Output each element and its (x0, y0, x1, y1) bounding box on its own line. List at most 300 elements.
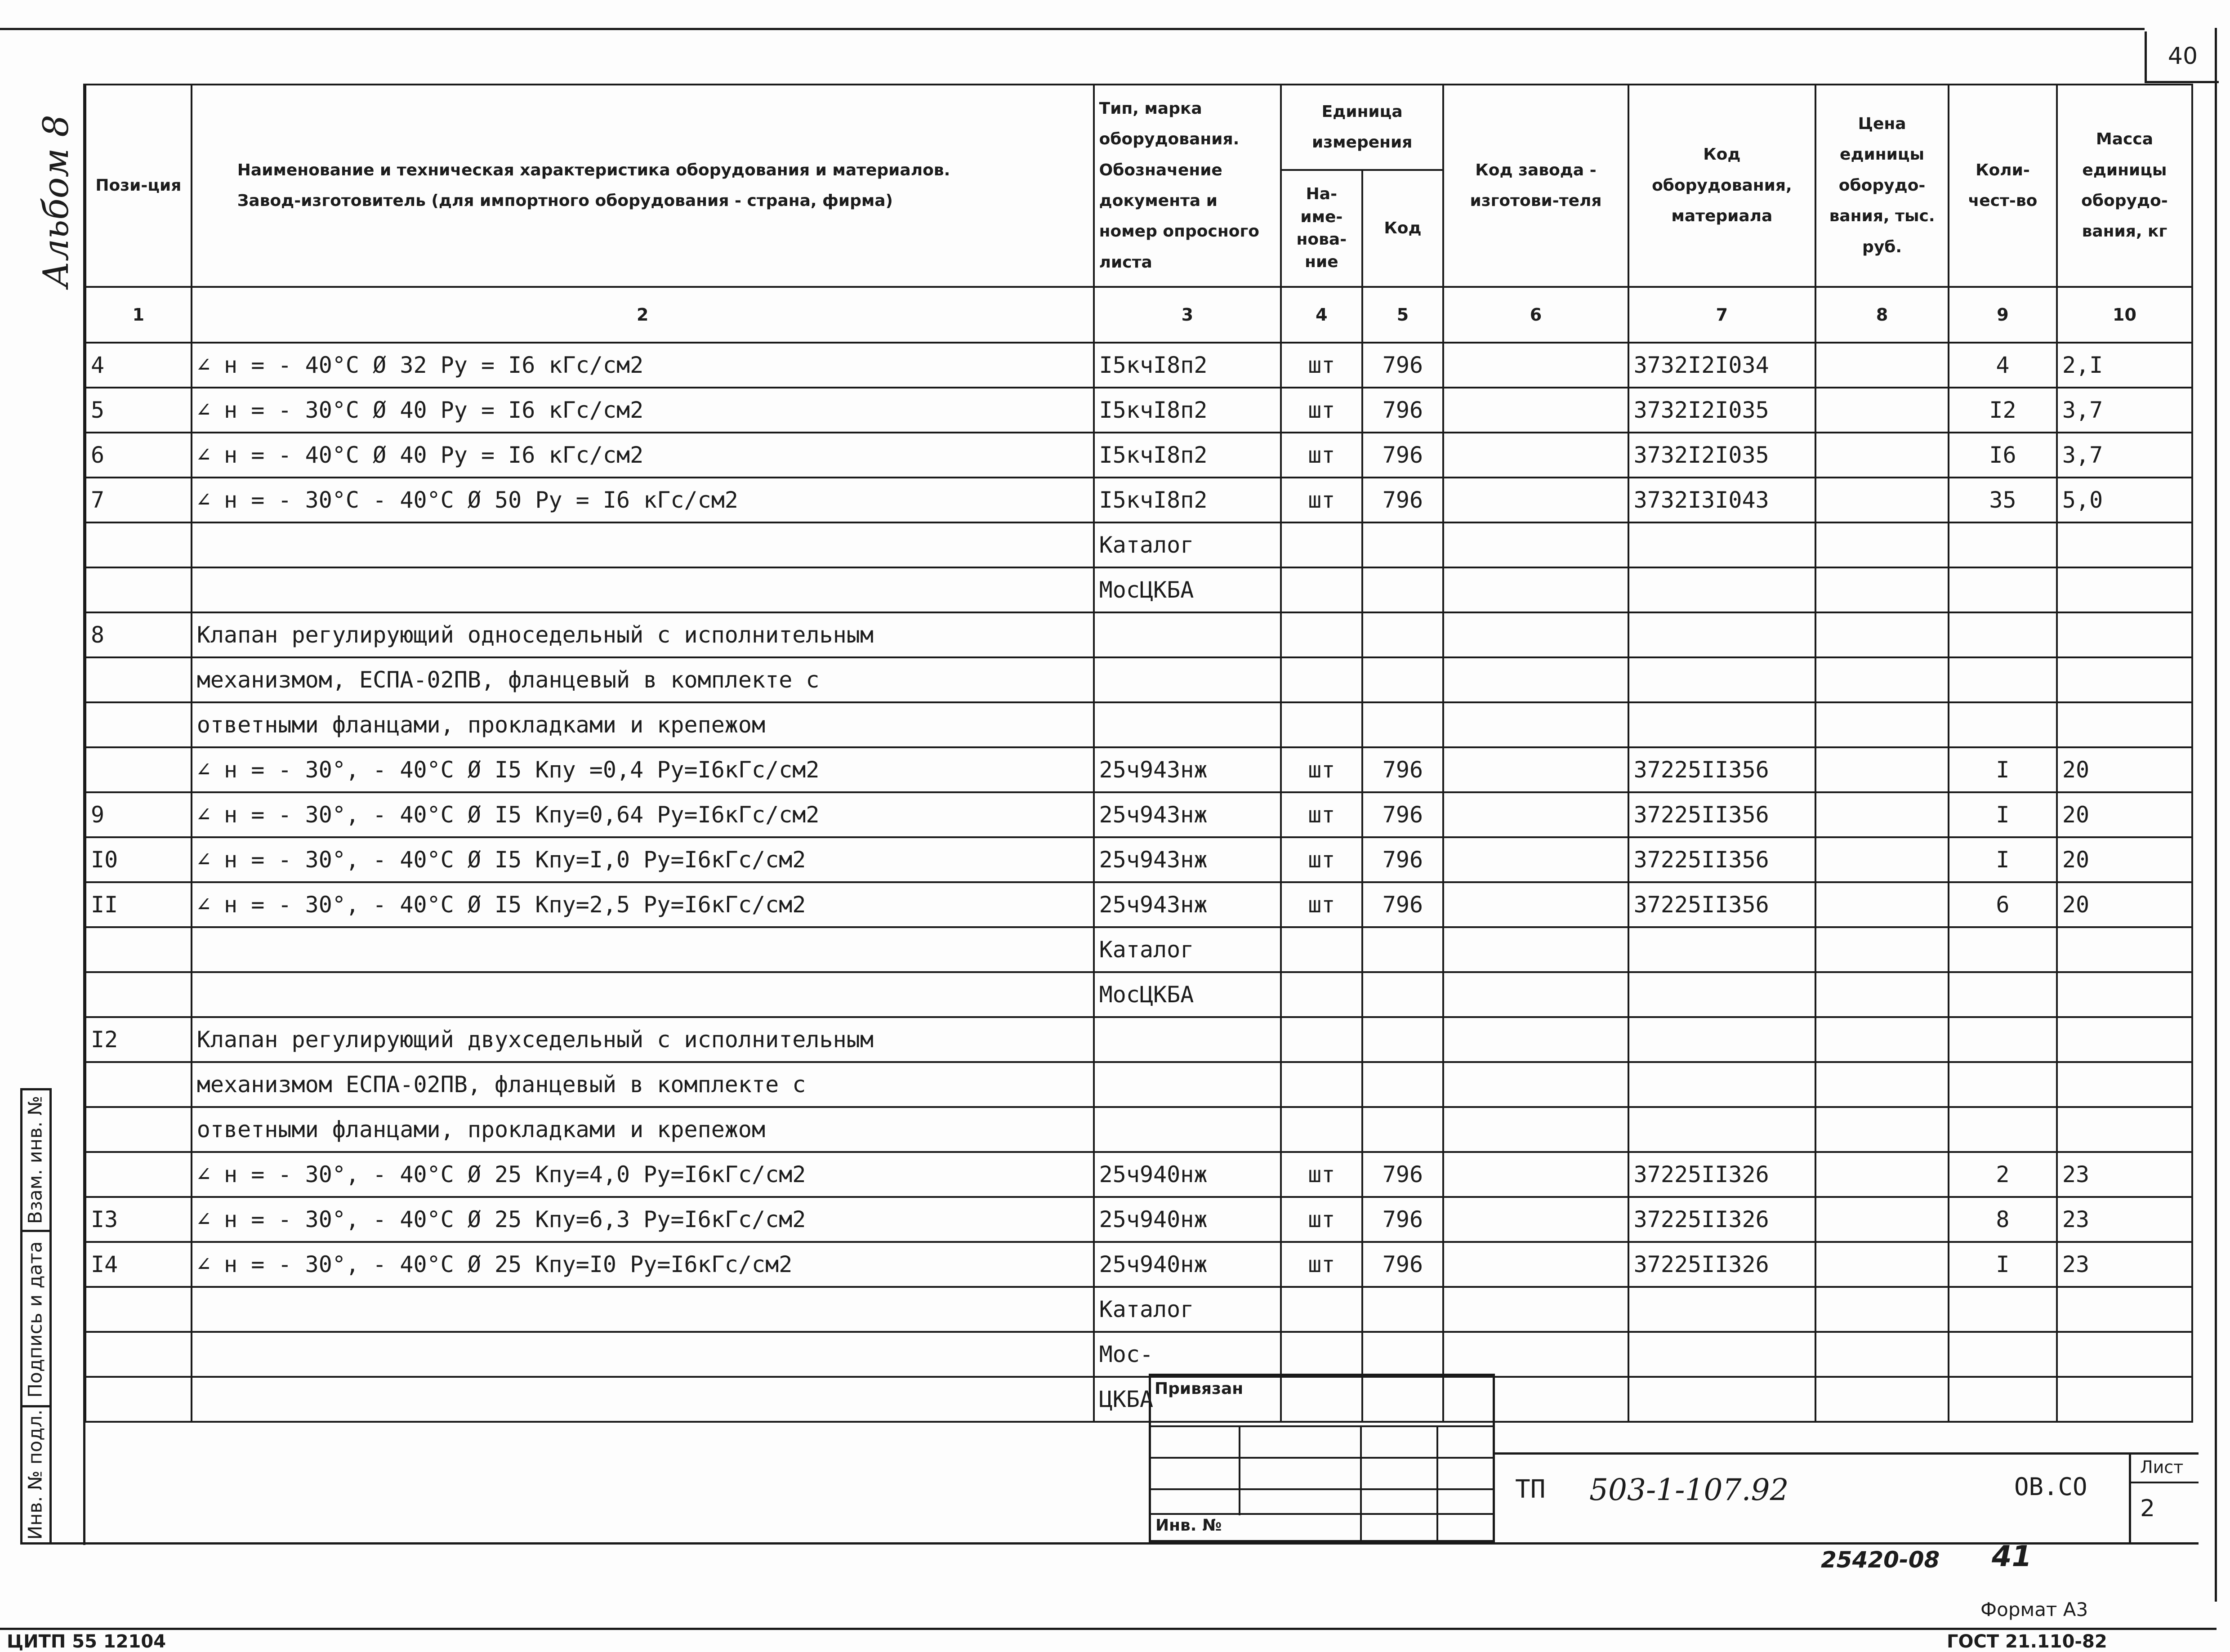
doc-number: 25420-08 (1821, 1547, 1940, 1573)
stamp-line (1151, 1457, 1493, 1459)
cell-price (1815, 792, 1949, 837)
cell-code (1362, 1062, 1444, 1107)
cell-qty: I (1949, 837, 2057, 882)
cell-price (1815, 972, 1949, 1017)
specification-table (85, 84, 2193, 1423)
side-box-mid (49, 1088, 52, 1545)
table-row (85, 1332, 2192, 1377)
cell-qty (1949, 1287, 2057, 1332)
org-code: ЦИТП 55 12104 (7, 1631, 166, 1652)
cell-unit: шт (1281, 747, 1362, 792)
stamp-vline (1239, 1425, 1240, 1515)
cell-factory (1443, 612, 1628, 657)
table-body (85, 343, 2192, 1422)
stamp-vline (1436, 1425, 1438, 1542)
cell-desc: ∠ н = - 30°, - 40°С Ø 25 Кпу=4,0 Ру=I6кГс/см2 (192, 1152, 1094, 1197)
col-num: 7 (1628, 287, 1815, 343)
doc-code: 503-1-107.92 (1589, 1473, 1789, 1507)
cell-mat (1628, 702, 1815, 747)
doc-block (1493, 1452, 2199, 1545)
table-row (85, 747, 2192, 792)
cell-mass (2057, 1017, 2192, 1062)
cell-code (1362, 1107, 1444, 1152)
cell-qty: 6 (1949, 882, 2057, 927)
side-box-div1 (20, 1230, 52, 1232)
cell-price (1815, 1377, 1949, 1422)
header-name-line2: Завод-изготовитель (для импортного оборудования - страна, фирма) (237, 192, 893, 210)
table-row (85, 837, 2192, 882)
col-num: 5 (1362, 287, 1444, 343)
inv-no-label: Инв. № (1155, 1516, 1222, 1535)
cell-factory (1443, 388, 1628, 433)
cell-code (1362, 927, 1444, 972)
cell-mat: 3732I2I034 (1628, 343, 1815, 388)
cell-mat: 37225II326 (1628, 1197, 1815, 1242)
cell-mass (2057, 1287, 2192, 1332)
cell-mat: 3732I2I035 (1628, 388, 1815, 433)
cell-qty (1949, 972, 2057, 1017)
cell-pos (85, 747, 192, 792)
cell-price (1815, 1107, 1949, 1152)
cell-type (1094, 657, 1281, 702)
cell-factory (1443, 792, 1628, 837)
cell-unit: шт (1281, 478, 1362, 522)
header-name-line1: Наименование и техническая характеристика оборудования и материалов. (237, 161, 950, 179)
cell-factory (1443, 882, 1628, 927)
cell-qty (1949, 702, 2057, 747)
privyazan-label: Привязан (1155, 1380, 1244, 1398)
cell-qty: I2 (1949, 388, 2057, 433)
cell-mass (2057, 522, 2192, 567)
cell-factory (1443, 1152, 1628, 1197)
cell-unit (1281, 567, 1362, 612)
cell-price (1815, 882, 1949, 927)
stamp-line (1151, 1425, 1493, 1427)
top-border (0, 28, 2145, 30)
table-row (85, 522, 2192, 567)
right-border (2215, 28, 2217, 1602)
col-num: 4 (1281, 287, 1362, 343)
cell-price (1815, 927, 1949, 972)
cell-code: 796 (1362, 478, 1444, 522)
cell-pos (85, 1107, 192, 1152)
cell-qty (1949, 1062, 2057, 1107)
cell-unit (1281, 702, 1362, 747)
cell-unit (1281, 522, 1362, 567)
cell-mat (1628, 1017, 1815, 1062)
cell-price (1815, 1287, 1949, 1332)
cell-qty (1949, 1017, 2057, 1062)
cell-type: 25ч943нж (1094, 747, 1281, 792)
cell-unit: шт (1281, 388, 1362, 433)
cell-mass: 23 (2057, 1242, 2192, 1287)
cell-pos (85, 1377, 192, 1422)
table-row (85, 927, 2192, 972)
cell-code: 796 (1362, 792, 1444, 837)
cell-factory (1443, 478, 1628, 522)
cell-pos (85, 972, 192, 1017)
cell-type: МосЦКБА (1094, 567, 1281, 612)
cell-type: I5кчI8п2 (1094, 478, 1281, 522)
cell-code: 796 (1362, 433, 1444, 478)
cell-mass (2057, 927, 2192, 972)
cell-mat: 37225II356 (1628, 747, 1815, 792)
cell-factory (1443, 1062, 1628, 1107)
cell-code (1362, 657, 1444, 702)
cell-price (1815, 1332, 1949, 1377)
cell-pos: 7 (85, 478, 192, 522)
section-code: ОВ.СО (2014, 1473, 2087, 1501)
side-label-inv-podl: Инв. № подл. (24, 1409, 46, 1540)
cell-desc: ∠ н = - 40°С Ø 40 Ру = I6 кГс/см2 (192, 433, 1094, 478)
table-row (85, 1242, 2192, 1287)
cell-type: 25ч940нж (1094, 1197, 1281, 1242)
table-row (85, 702, 2192, 747)
cell-price (1815, 1242, 1949, 1287)
cell-factory (1443, 343, 1628, 388)
cell-code (1362, 612, 1444, 657)
cell-mass: 23 (2057, 1197, 2192, 1242)
header-unit-code: Код (1362, 170, 1444, 287)
stamp-line (1151, 1513, 1493, 1515)
cell-type: Мос- (1094, 1332, 1281, 1377)
table-row (85, 1377, 2192, 1422)
cell-code (1362, 567, 1444, 612)
cell-desc (192, 1332, 1094, 1377)
stamp-vline (1360, 1425, 1362, 1542)
cell-mat: 37225II326 (1628, 1242, 1815, 1287)
cell-mat (1628, 1107, 1815, 1152)
stamp-line (1151, 1488, 1493, 1490)
cell-mat: 37225II356 (1628, 792, 1815, 837)
cell-mat: 3732I2I035 (1628, 433, 1815, 478)
cell-qty: 35 (1949, 478, 2057, 522)
page-number: 40 (2145, 31, 2219, 83)
cell-unit (1281, 657, 1362, 702)
side-label-podpis: Подпись и дата (24, 1241, 46, 1398)
cell-price (1815, 837, 1949, 882)
cell-mat: 37225II356 (1628, 882, 1815, 927)
cell-unit: шт (1281, 433, 1362, 478)
cell-desc: ∠ н = - 30°С - 40°С Ø 50 Ру = I6 кГс/см2 (192, 478, 1094, 522)
table-row (85, 792, 2192, 837)
cell-qty: 8 (1949, 1197, 2057, 1242)
cell-factory (1443, 1107, 1628, 1152)
cell-type: 25ч940нж (1094, 1152, 1281, 1197)
sheet-hline (2129, 1482, 2199, 1483)
column-numbers-row (85, 287, 2192, 343)
cell-pos (85, 1062, 192, 1107)
cell-mat (1628, 927, 1815, 972)
cell-pos: I0 (85, 837, 192, 882)
table-row (85, 1152, 2192, 1197)
cell-qty: 4 (1949, 343, 2057, 388)
cell-desc (192, 567, 1094, 612)
cell-desc (192, 927, 1094, 972)
doc-prefix: ТП (1515, 1475, 1546, 1504)
table-row (85, 343, 2192, 388)
cell-unit: шт (1281, 1242, 1362, 1287)
cell-desc: ∠ н = - 30°, - 40°С Ø I5 Кпу =0,4 Ру=I6кГс/см2 (192, 747, 1094, 792)
header-unit: Единица измерения (1281, 85, 1443, 170)
table-row (85, 1197, 2192, 1242)
col-num: 8 (1815, 287, 1949, 343)
table-row (85, 1062, 2192, 1107)
format-label: Формат А3 (1980, 1598, 2088, 1621)
cell-mass: 5,0 (2057, 478, 2192, 522)
cell-unit (1281, 1062, 1362, 1107)
cell-code: 796 (1362, 747, 1444, 792)
cell-type (1094, 1062, 1281, 1107)
cell-mass (2057, 1062, 2192, 1107)
cell-type: Каталог (1094, 522, 1281, 567)
cell-desc: ∠ н = - 30°, - 40°С Ø I5 Кпу=I,0 Ру=I6кГс/см2 (192, 837, 1094, 882)
cell-type: I5кчI8п2 (1094, 388, 1281, 433)
cell-type: Каталог (1094, 1287, 1281, 1332)
side-label-vzam: Взам. инв. № (24, 1095, 46, 1224)
cell-pos: II (85, 882, 192, 927)
table-row (85, 972, 2192, 1017)
cell-pos: 6 (85, 433, 192, 478)
cell-desc (192, 1377, 1094, 1422)
cell-qty (1949, 1107, 2057, 1152)
header-name (192, 85, 1094, 287)
header-factory-code: Код завода - изготови-теля (1443, 85, 1628, 287)
cell-factory (1443, 747, 1628, 792)
cell-mat (1628, 1287, 1815, 1332)
cell-type: Каталог (1094, 927, 1281, 972)
cell-desc (192, 1287, 1094, 1332)
header-quantity: Коли-чест-во (1949, 85, 2057, 287)
cell-desc (192, 522, 1094, 567)
cell-unit (1281, 612, 1362, 657)
header-type: Тип, марка оборудования. Обозначение документа и номер опросного листа (1094, 85, 1281, 287)
cell-desc: Клапан регулирующий двухседельный с исполнительным (192, 1017, 1094, 1062)
cell-price (1815, 612, 1949, 657)
cell-unit: шт (1281, 1152, 1362, 1197)
cell-type (1094, 612, 1281, 657)
cell-code (1362, 702, 1444, 747)
cell-code: 796 (1362, 882, 1444, 927)
cell-price (1815, 702, 1949, 747)
cell-factory (1443, 1332, 1628, 1377)
cell-pos: 9 (85, 792, 192, 837)
cell-qty: I (1949, 747, 2057, 792)
cell-code (1362, 1332, 1444, 1377)
cell-mass: 20 (2057, 837, 2192, 882)
cell-unit (1281, 1107, 1362, 1152)
cell-desc: ∠ н = - 30°, - 40°С Ø I5 Кпу=2,5 Ру=I6кГс/см2 (192, 882, 1094, 927)
sheet-vline (2129, 1455, 2131, 1542)
cell-code: 796 (1362, 388, 1444, 433)
col-num: 3 (1094, 287, 1281, 343)
cell-mat: 37225II326 (1628, 1152, 1815, 1197)
cell-qty (1949, 522, 2057, 567)
cell-unit: шт (1281, 837, 1362, 882)
cell-pos: I2 (85, 1017, 192, 1062)
cell-desc: ответными фланцами, прокладками и крепежом (192, 1107, 1094, 1152)
cell-mass (2057, 567, 2192, 612)
handwritten-sheet: 41 (1992, 1540, 2032, 1573)
header-material-code: Код оборудования, материала (1628, 85, 1815, 287)
cell-pos: 8 (85, 612, 192, 657)
cell-mass (2057, 612, 2192, 657)
cell-mass (2057, 657, 2192, 702)
header-mass: Масса единицы оборудо-вания, кг (2057, 85, 2192, 287)
cell-factory (1443, 1287, 1628, 1332)
cell-type: МосЦКБА (1094, 972, 1281, 1017)
table-row (85, 882, 2192, 927)
cell-type: ЦКБА (1094, 1377, 1281, 1422)
cell-code: 796 (1362, 343, 1444, 388)
cell-factory (1443, 927, 1628, 972)
cell-mass (2057, 1107, 2192, 1152)
table-row (85, 1017, 2192, 1062)
cell-type: 25ч943нж (1094, 792, 1281, 837)
cell-mat (1628, 567, 1815, 612)
col-num: 10 (2057, 287, 2192, 343)
cell-desc: механизмом, ЕСПА-02ПВ, фланцевый в комплекте с (192, 657, 1094, 702)
cell-desc: ответными фланцами, прокладками и крепежом (192, 702, 1094, 747)
cell-mass: 20 (2057, 792, 2192, 837)
cell-price (1815, 567, 1949, 612)
cell-factory (1443, 657, 1628, 702)
table-row (85, 388, 2192, 433)
cell-type: 25ч943нж (1094, 882, 1281, 927)
cell-code (1362, 522, 1444, 567)
cell-code: 796 (1362, 1152, 1444, 1197)
cell-unit (1281, 927, 1362, 972)
cell-pos (85, 522, 192, 567)
cell-pos (85, 1332, 192, 1377)
cell-type (1094, 702, 1281, 747)
cell-type: 25ч940нж (1094, 1242, 1281, 1287)
cell-price (1815, 1062, 1949, 1107)
cell-type: 25ч943нж (1094, 837, 1281, 882)
cell-pos: I4 (85, 1242, 192, 1287)
cell-mat (1628, 1062, 1815, 1107)
table-row (85, 478, 2192, 522)
cell-unit: шт (1281, 1197, 1362, 1242)
cell-mat (1628, 1377, 1815, 1422)
album-label: Альбом 8 (36, 115, 76, 288)
cell-unit (1281, 1332, 1362, 1377)
cell-qty: 2 (1949, 1152, 2057, 1197)
cell-factory (1443, 972, 1628, 1017)
cell-code (1362, 1287, 1444, 1332)
cell-factory (1443, 1242, 1628, 1287)
cell-pos: 5 (85, 388, 192, 433)
cell-price (1815, 747, 1949, 792)
cell-qty (1949, 612, 2057, 657)
cell-factory (1443, 1197, 1628, 1242)
cell-price (1815, 343, 1949, 388)
cell-qty: I (1949, 1242, 2057, 1287)
cell-pos (85, 927, 192, 972)
col-num: 9 (1949, 287, 2057, 343)
cell-desc: Клапан регулирующий односедельный с исполнительным (192, 612, 1094, 657)
cell-factory (1443, 837, 1628, 882)
cell-mat (1628, 657, 1815, 702)
cell-price (1815, 1017, 1949, 1062)
cell-pos (85, 657, 192, 702)
cell-qty: I (1949, 792, 2057, 837)
cell-mass: 20 (2057, 882, 2192, 927)
cell-mass: 2,I (2057, 343, 2192, 388)
cell-type: I5кчI8п2 (1094, 433, 1281, 478)
cell-qty (1949, 1332, 2057, 1377)
cell-factory (1443, 522, 1628, 567)
cell-unit: шт (1281, 343, 1362, 388)
cell-price (1815, 1197, 1949, 1242)
cell-mat (1628, 972, 1815, 1017)
cell-pos (85, 1152, 192, 1197)
cell-mass (2057, 972, 2192, 1017)
cell-unit (1281, 1287, 1362, 1332)
cell-desc: ∠ н = - 30°, - 40°С Ø 25 Кпу=6,3 Ру=I6кГс/см2 (192, 1197, 1094, 1242)
cell-mass: 20 (2057, 747, 2192, 792)
cell-mat: 3732I3I043 (1628, 478, 1815, 522)
cell-price (1815, 522, 1949, 567)
cell-unit (1281, 972, 1362, 1017)
sheet-label: Лист (2140, 1457, 2184, 1477)
cell-factory (1443, 702, 1628, 747)
cell-mass (2057, 1377, 2192, 1422)
cell-factory (1443, 433, 1628, 478)
cell-qty (1949, 1377, 2057, 1422)
cell-unit: шт (1281, 882, 1362, 927)
cell-unit (1281, 1017, 1362, 1062)
cell-type (1094, 1017, 1281, 1062)
cell-mass: 3,7 (2057, 433, 2192, 478)
cell-type: I5кчI8п2 (1094, 343, 1281, 388)
cell-pos (85, 702, 192, 747)
cell-price (1815, 1152, 1949, 1197)
table-row (85, 567, 2192, 612)
cell-code: 796 (1362, 1197, 1444, 1242)
table-row (85, 433, 2192, 478)
cell-desc: ∠ н = - 40°С Ø 32 Ру = I6 кГс/см2 (192, 343, 1094, 388)
cell-price (1815, 433, 1949, 478)
cell-mat (1628, 612, 1815, 657)
cell-desc: ∠ н = - 30°, - 40°С Ø 25 Кпу=I0 Ру=I6кГс/см2 (192, 1242, 1094, 1287)
cell-pos (85, 567, 192, 612)
cell-qty: I6 (1949, 433, 2057, 478)
col-num: 2 (192, 287, 1094, 343)
cell-price (1815, 478, 1949, 522)
col-num: 1 (85, 287, 192, 343)
header-unit-name: На-име-нова-ние (1281, 170, 1362, 287)
table-row (85, 1107, 2192, 1152)
cell-desc: ∠ н = - 30°С Ø 40 Ру = I6 кГс/см2 (192, 388, 1094, 433)
cell-mass (2057, 1332, 2192, 1377)
cell-mat (1628, 1332, 1815, 1377)
table-row (85, 657, 2192, 702)
header-price: Цена единицы оборудо-вания, тыс. руб. (1815, 85, 1949, 287)
bottom-border (0, 1628, 2217, 1630)
cell-qty (1949, 657, 2057, 702)
cell-factory (1443, 567, 1628, 612)
cell-mass: 23 (2057, 1152, 2192, 1197)
cell-qty (1949, 927, 2057, 972)
cell-pos: I3 (85, 1197, 192, 1242)
cell-price (1815, 388, 1949, 433)
header-position: Пози-ция (85, 85, 192, 287)
privyazan-box (1149, 1374, 1495, 1542)
cell-type (1094, 1107, 1281, 1152)
table-row (85, 612, 2192, 657)
cell-mass: 3,7 (2057, 388, 2192, 433)
